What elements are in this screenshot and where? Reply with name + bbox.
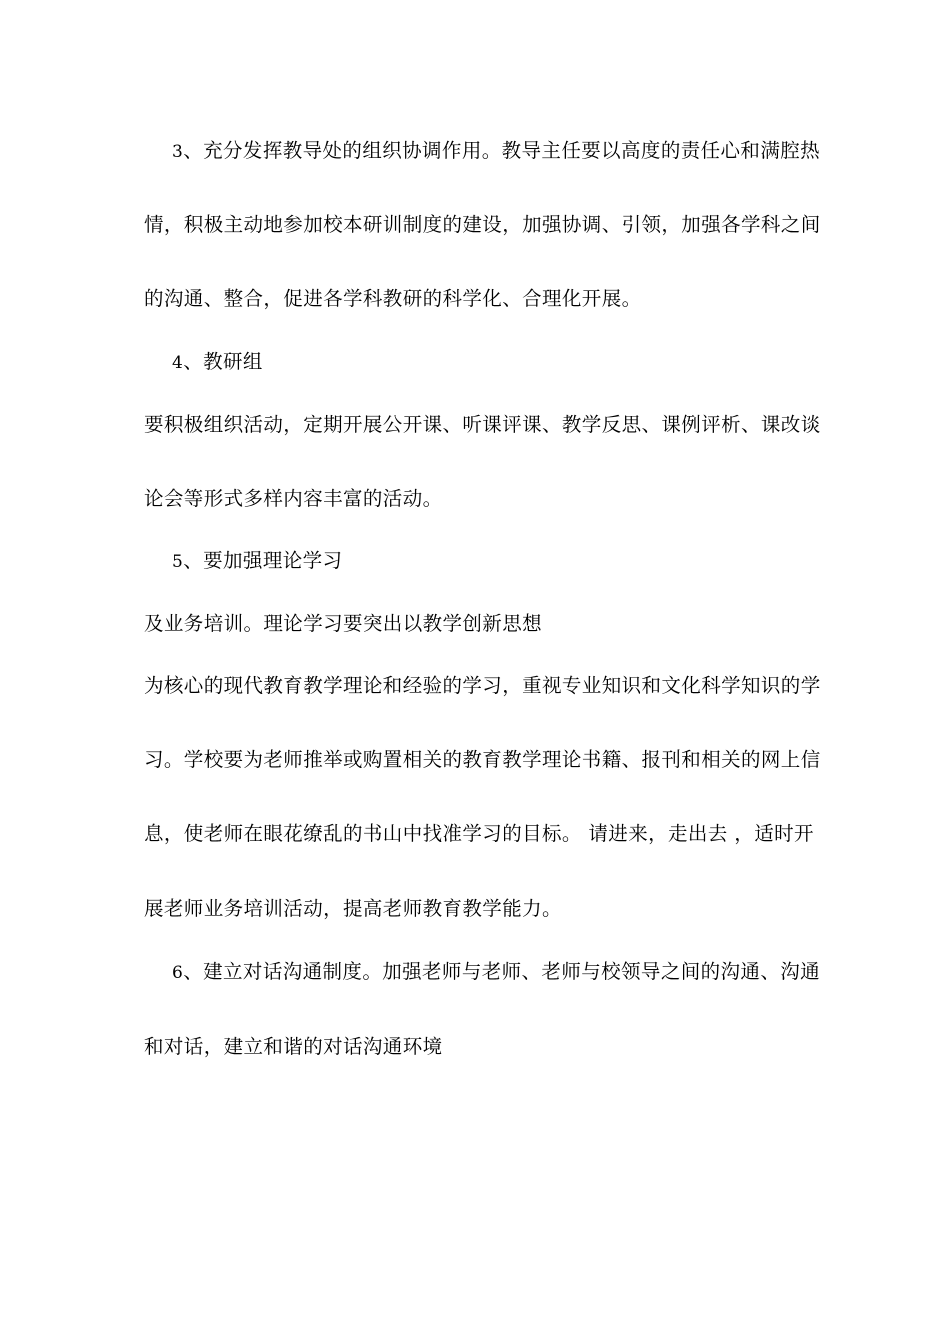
paragraph-5-line-3: 为核心的现代教育教学理论和经验的学习，重视专业知识和文化科学知识的学 (144, 674, 821, 697)
paragraph-4-line-2: 要积极组织活动，定期开展公开课、听课评课、教学反思、课例评析、课改谈 (144, 413, 821, 436)
paragraph-3-line-1 (172, 138, 832, 164)
item-number-6: 6 (172, 963, 184, 983)
item-number-3: 3 (172, 142, 184, 162)
paragraph-4-line-3: 论会等形式多样内容丰富的活动。 (144, 487, 443, 510)
paragraph-4-heading (172, 349, 832, 375)
paragraph-5-line-4: 习。学校要为老师推举或购置相关的教育教学理论书籍、报刊和相关的网上信 (144, 748, 821, 771)
paragraph-6-line-1 (172, 959, 832, 985)
paragraph-3-line-2: 情，积极主动地参加校本研训制度的建设，加强协调、引领，加强各学科之间 (144, 213, 821, 236)
paragraph-5-heading (172, 548, 832, 574)
paragraph-3-line-3: 的沟通、整合，促进各学科教研的科学化、合理化开展。 (144, 287, 642, 310)
paragraph-4-heading-text: 、教研组 (183, 350, 263, 373)
paragraph-3-text-1: 、充分发挥教导处的组织协调作用。教导主任要以高度的责任心和满腔热 (183, 139, 821, 162)
paragraph-5-line-6: 展老师业务培训活动，提高老师教育教学能力。 (144, 897, 562, 920)
paragraph-5-line-5: 息，使老师在眼花缭乱的书山中找准学习的目标。 请进来，走出去 ，适时开 (144, 822, 814, 845)
item-number-4: 4 (172, 353, 184, 373)
item-number-5: 5 (172, 552, 184, 572)
paragraph-5-line-2: 及业务培训。理论学习要突出以教学创新思想 (144, 612, 543, 635)
paragraph-5-heading-text: 、要加强理论学习 (183, 549, 343, 572)
paragraph-6-line-2: 和对话，建立和谐的对话沟通环境 (144, 1035, 443, 1058)
paragraph-6-text-1: 、建立对话沟通制度。加强老师与老师、老师与校领导之间的沟通、沟通 (183, 960, 821, 983)
